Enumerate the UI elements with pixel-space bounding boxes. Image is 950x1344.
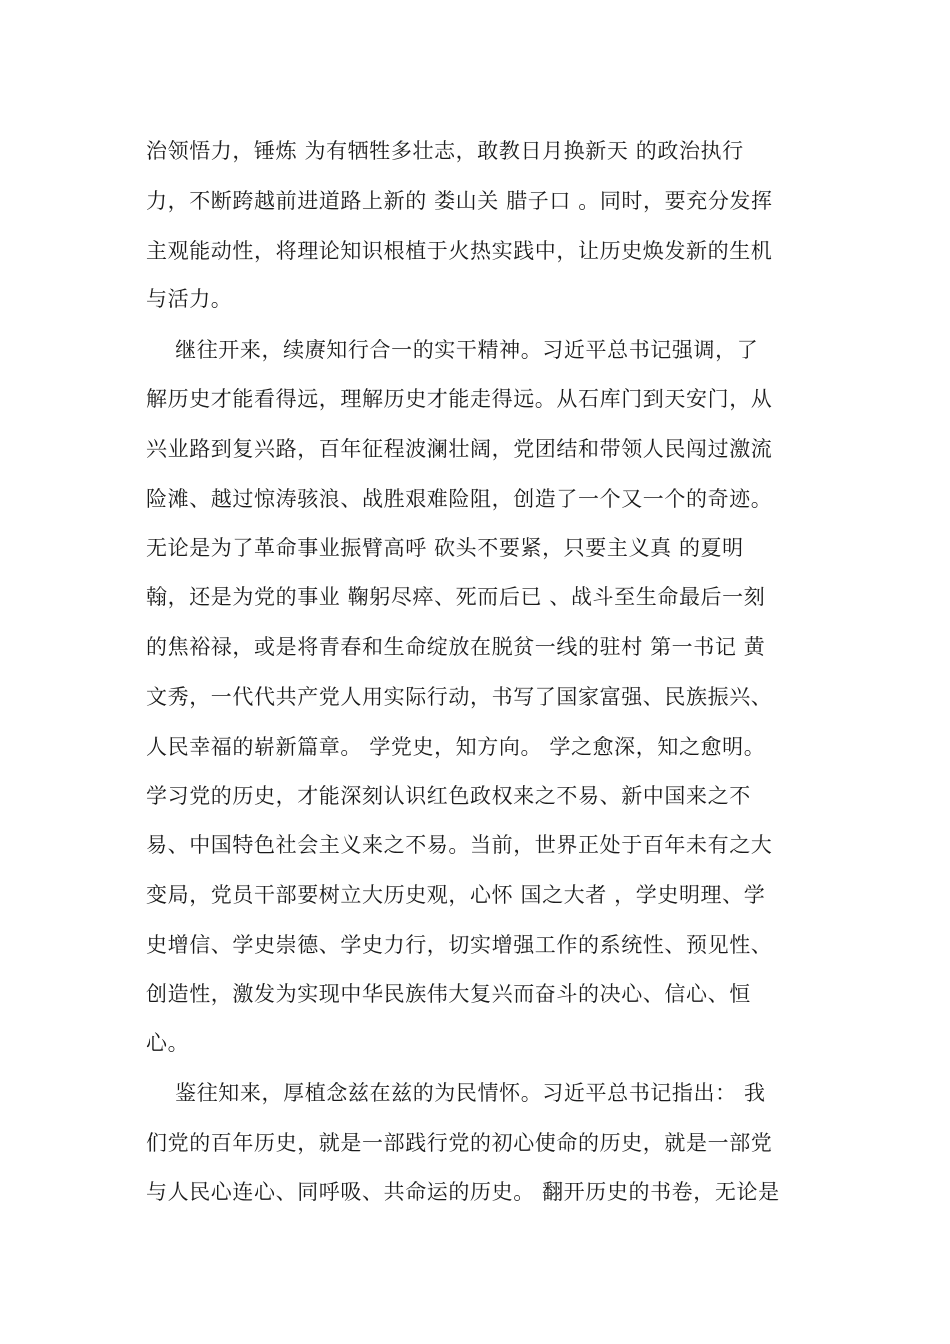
text-line: 人民幸福的崭新篇章。 学党史，知方向。 学之愈深，知之愈明。: [146, 735, 766, 759]
text-line: 心。: [146, 1031, 190, 1055]
text-line: 史增信、学史崇德、学史力行，切实增强工作的系统性、预见性、: [146, 933, 773, 957]
text-line: 险滩、越过惊涛骇浪、战胜艰难险阻，创造了一个又一个的奇迹。: [146, 487, 773, 511]
text-line: 文秀，一代代共产党人用实际行动，书写了国家富强、民族振兴、: [146, 685, 773, 709]
text-line: 与人民心连心、同呼吸、共命运的历史。 翻开历史的书卷，无论是: [146, 1180, 780, 1204]
text-line: 继往开来，续赓知行合一的实干精神。习近平总书记强调，了: [146, 338, 759, 362]
text-line: 与活力。: [146, 287, 233, 311]
text-line: 学习党的历史，才能深刻认识红色政权来之不易、新中国来之不: [146, 784, 751, 808]
text-line: 的焦裕禄，或是将青春和生命绽放在脱贫一线的驻村 第一书记 黄: [146, 635, 766, 659]
text-line: 们党的百年历史，就是一部践行党的初心使命的历史，就是一部党: [146, 1131, 773, 1155]
text-line: 治领悟力，锤炼 为有牺牲多壮志，敢教日月换新天 的政治执行: [146, 139, 744, 163]
text-line: 兴业路到复兴路，百年征程波澜壮阔，党团结和带领人民闯过激流: [146, 437, 773, 461]
text-line: 无论是为了革命事业振臂高呼 砍头不要紧，只要主义真 的夏明: [146, 536, 744, 560]
text-line: 翰，还是为党的事业 鞠躬尽瘁、死而后已 、战斗至生命最后一刻: [146, 585, 766, 609]
text-line: 力，不断跨越前进道路上新的 娄山关 腊子口 。同时，要充分发挥: [146, 189, 773, 213]
text-line: 解历史才能看得远，理解历史才能走得远。从石库门到天安门，从: [146, 387, 773, 411]
text-line: 变局，党员干部要树立大历史观，心怀 国之大者 ，学史明理、学: [146, 883, 766, 907]
text-line: 创造性，激发为实现中华民族伟大复兴而奋斗的决心、信心、恒: [146, 982, 751, 1006]
text-line: 鉴往知来，厚植念兹在兹的为民情怀。习近平总书记指出： 我: [146, 1081, 766, 1105]
text-line: 主观能动性，将理论知识根植于火热实践中，让历史焕发新的生机: [146, 239, 773, 263]
text-line: 易、中国特色社会主义来之不易。当前，世界正处于百年未有之大: [146, 833, 773, 857]
